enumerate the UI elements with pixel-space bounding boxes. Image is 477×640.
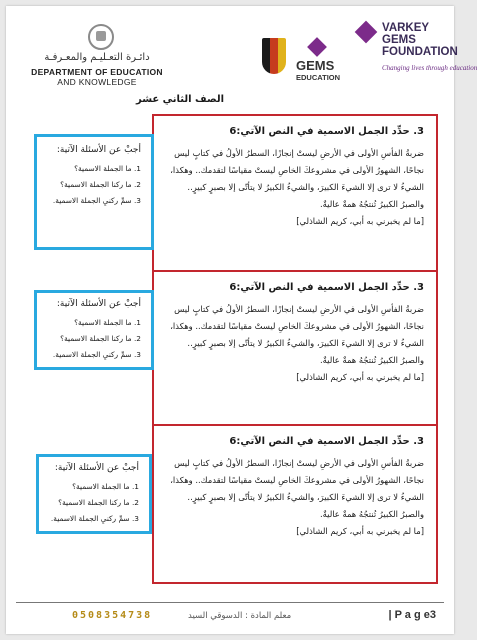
answer-title: أجبْ عن الأسئلة الآتية: [56, 145, 141, 155]
question-source: [ما لم يخبرني به أبي، كريم الشاذلي] [296, 372, 424, 382]
question-paragraph: ضربةُ الفأسِ الأولى في الأرضِ ليستْ إنجازًا، السطرُ الأولُ في كتابٍ ليس نجاحًا، الشهورُ الأولى في مشروعكَ الخاصِ ليستْ مقياسًا لتقدمك.. وهكذا، الشيءُ لا ترى إلا الشيءَ الكبيرَ، والشيءُ الكبيرُ لا يتأتّى إلا بصبرٍ كبيرٍ.. والصبرُ الكبيرُ تُنتجُهُ همةٌ عاليةٌ. [170, 458, 424, 519]
footer-divider [16, 602, 444, 603]
question-title: 3. حدِّد الجمل الاسمية في النص الآتي:6 [229, 126, 424, 137]
question-box [152, 270, 438, 430]
page-number-value: 3 [429, 609, 436, 621]
worksheet-page [6, 6, 477, 634]
grade-label: الصف الثاني عشر [135, 94, 224, 105]
phone-number: 0508354738 [72, 610, 153, 621]
question-paragraph: ضربةُ الفأسِ الأولى في الأرضِ ليستْ إنجازًا، السطرُ الأولُ في كتابٍ ليس نجاحًا، الشهورُ الأولى في مشروعكَ الخاصِ ليستْ مقياسًا لتقدمك.. وهكذا، الشيءُ لا ترى إلا الشيءَ الكبيرَ، والشيءُ الكبيرُ لا يتأتّى إلا بصبرٍ كبيرٍ.. والصبرُ الكبيرُ تُنتجُهُ همةٌ عاليةٌ. [170, 304, 424, 365]
cambridge-shield-logo [262, 38, 286, 74]
answer-question: 3. سمِّ ركنيِ الجملة الاسمية. [50, 514, 139, 523]
question-source: [ما لم يخبرني به أبي، كريم الشاذلي] [296, 526, 424, 536]
question-paragraph: ضربةُ الفأسِ الأولى في الأرضِ ليستْ إنجازًا، السطرُ الأولُ في كتابٍ ليس نجاحًا، الشهورُ الأولى في مشروعكَ الخاصِ ليستْ مقياسًا لتقدمك.. وهكذا، الشيءُ لا ترى إلا الشيءَ الكبيرَ، والشيءُ الكبيرُ لا يتأتّى إلا بصبرٍ كبيرٍ.. والصبرُ الكبيرُ تُنتجُهُ همةٌ عاليةٌ. [170, 148, 424, 209]
adek-arabic-name: دائـرة التعـليـم والمعـرفـة [44, 52, 150, 63]
varkey-logo-text-1: VARKEY [382, 22, 430, 34]
question-box [152, 424, 438, 584]
adek-english-name: DEPARTMENT OF EDUCATION [31, 67, 163, 77]
answer-title: أجبْ عن الأسئلة الآتية: [54, 463, 139, 473]
answer-question: 2. ما ركنا الجملة الاسمية؟ [58, 498, 139, 507]
answer-question: 2. ما ركنا الجملة الاسمية؟ [60, 334, 141, 343]
varkey-foundation-logo [352, 20, 477, 90]
crest-icon [88, 24, 114, 50]
gem-icon [355, 21, 378, 44]
adek-logo [30, 24, 164, 88]
gem-icon [307, 37, 327, 57]
question-box [152, 114, 438, 274]
question-title: 3. حدِّد الجمل الاسمية في النص الآتي:6 [229, 282, 424, 293]
gems-education-logo [296, 40, 348, 84]
page-number [388, 609, 436, 621]
teacher-name: معلم المادة : الدسوقي السيد [188, 611, 292, 621]
answer-box [34, 290, 154, 370]
page-label: | P a g e [388, 609, 430, 621]
varkey-logo-text-3: FOUNDATION [382, 46, 458, 58]
answer-box [34, 134, 154, 250]
answer-question: 2. ما ركنا الجملة الاسمية؟ [60, 180, 141, 189]
answer-question: 3. سمِّ ركنيِ الجملة الاسمية. [52, 350, 141, 359]
varkey-logo-text-2: GEMS [382, 34, 416, 46]
answer-question: 1. ما الجملة الاسمية؟ [74, 164, 141, 173]
gems-logo-text: GEMS [296, 58, 335, 73]
answer-question: 1. ما الجملة الاسمية؟ [72, 482, 139, 491]
answer-title: أجبْ عن الأسئلة الآتية: [56, 299, 141, 309]
question-source: [ما لم يخبرني به أبي، كريم الشاذلي] [296, 216, 424, 226]
varkey-tagline: Changing lives through education [382, 64, 477, 72]
answer-question: 3. سمِّ ركنيِ الجملة الاسمية. [52, 196, 141, 205]
answer-box [36, 454, 152, 534]
question-title: 3. حدِّد الجمل الاسمية في النص الآتي:6 [229, 436, 424, 447]
answer-question: 1. ما الجملة الاسمية؟ [74, 318, 141, 327]
adek-english-name-2: AND KNOWLEDGE [57, 77, 137, 87]
gems-logo-subtext: EDUCATION [296, 73, 341, 82]
